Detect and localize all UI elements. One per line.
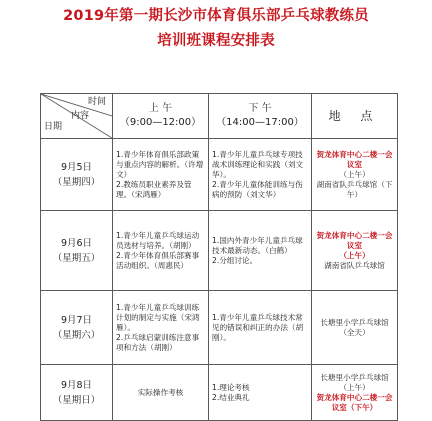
location-cell (312, 139, 398, 211)
afternoon-cell (209, 365, 312, 421)
date-label: 9月5日 (60, 161, 93, 173)
table-row (41, 211, 398, 291)
morning-cell (113, 365, 209, 421)
corner-time-label: 时间 (87, 97, 106, 107)
course-item: 2.分组讨论。 (212, 255, 258, 265)
afternoon-cell (209, 211, 312, 291)
afternoon-cell (209, 139, 312, 211)
course-item: 2.结业典礼 (212, 392, 250, 402)
morning-cell (113, 211, 209, 291)
page-title: 2019年第一期长沙市体育俱乐部乒乓球教练员 (63, 8, 369, 24)
corner-date-label: 日期 (44, 122, 63, 132)
location-secondary: 湖南省队乒乓球馆（下午） (316, 179, 393, 199)
morning-cell (113, 291, 209, 365)
date-cell (41, 291, 113, 365)
location-note: （上午） (339, 250, 370, 260)
location-cell (312, 211, 398, 291)
afternoon-header (209, 94, 312, 139)
location-primary: 贺龙体育中心二楼一会议室 (316, 149, 393, 169)
course-item: 1.青少年儿童乒乓球运动员选材与培养。（胡刚） (116, 230, 200, 250)
location-primary: 贺龙体育中心二楼一会议室 (316, 230, 393, 250)
course-item: 1.青少年儿童乒乓球技术常见的错误和纠正的办法（胡刚）。 (212, 312, 304, 342)
location-secondary: 湖南省队乒乓球馆 (324, 260, 385, 270)
table-row (41, 291, 398, 365)
date-label: 9月7日 (60, 314, 93, 326)
schedule-table (40, 93, 398, 421)
date-cell (41, 365, 113, 421)
course-item: 2.教练员职业素养及管理。（宋鸿雁） (116, 179, 192, 199)
location-primary: 长塘里小学乒乓球馆（全天） (320, 317, 389, 337)
location-secondary: 贺龙体育中心二楼一会议室（下午） (316, 392, 393, 412)
date-cell (41, 211, 113, 291)
date-label: 9月6日 (60, 237, 93, 249)
course-item: 2.乒乓球启蒙训练注意事项和方法（胡刚） (116, 332, 200, 352)
corner-cell (41, 94, 113, 139)
header-row (41, 94, 398, 139)
afternoon-label: 下 午 (248, 103, 272, 114)
location-cell (312, 365, 398, 421)
date-cell (41, 139, 113, 211)
location-header: 地 点 (312, 94, 398, 139)
course-item: 2.青少年儿童体能训练与伤病的预防（刘文华） (212, 179, 303, 199)
location-note: （上午） (339, 169, 370, 179)
morning-label: 上 午 (148, 103, 173, 114)
weekday-label: （星期六） (52, 329, 101, 341)
table-row (41, 365, 398, 421)
course-item: 1.青少年体育俱乐部政策与重点内容的解析。（许增文） (116, 149, 204, 179)
afternoon-cell (209, 291, 312, 365)
course-item: 1.国内外青少年儿童乒乓球技术最新动态。（白鹤） (212, 235, 303, 255)
weekday-label: （星期五） (52, 252, 101, 264)
morning-header (113, 94, 209, 139)
course-item: 1.青少年儿童乒乓球专项技战术训练理论和实践（刘文华）。 (212, 149, 304, 179)
course-item: 2.青少年体育俱乐部赛事活动组织。（周惠民） (116, 250, 200, 270)
weekday-label: （星期日） (52, 394, 101, 406)
page-subtitle: 培训班课程安排表 (157, 33, 275, 49)
location-primary: 长塘里小学乒乓球馆（上午） (320, 372, 389, 392)
weekday-label: （星期四） (52, 176, 101, 188)
afternoon-time: （14:00—17:00） (216, 117, 304, 128)
course-item: 1.青少年儿童乒乓球训练计划的制定与实施（宋鸿雁）。 (116, 302, 200, 332)
course-item: 实际操作考核 (137, 387, 184, 397)
table-row (41, 139, 398, 211)
corner-content-label: 内容 (71, 111, 90, 121)
location-cell (312, 291, 398, 365)
morning-time: （9:00—12:00） (119, 117, 202, 128)
date-label: 9月8日 (60, 379, 93, 391)
morning-cell (113, 139, 209, 211)
course-item: 1.理论考核 (212, 382, 250, 392)
